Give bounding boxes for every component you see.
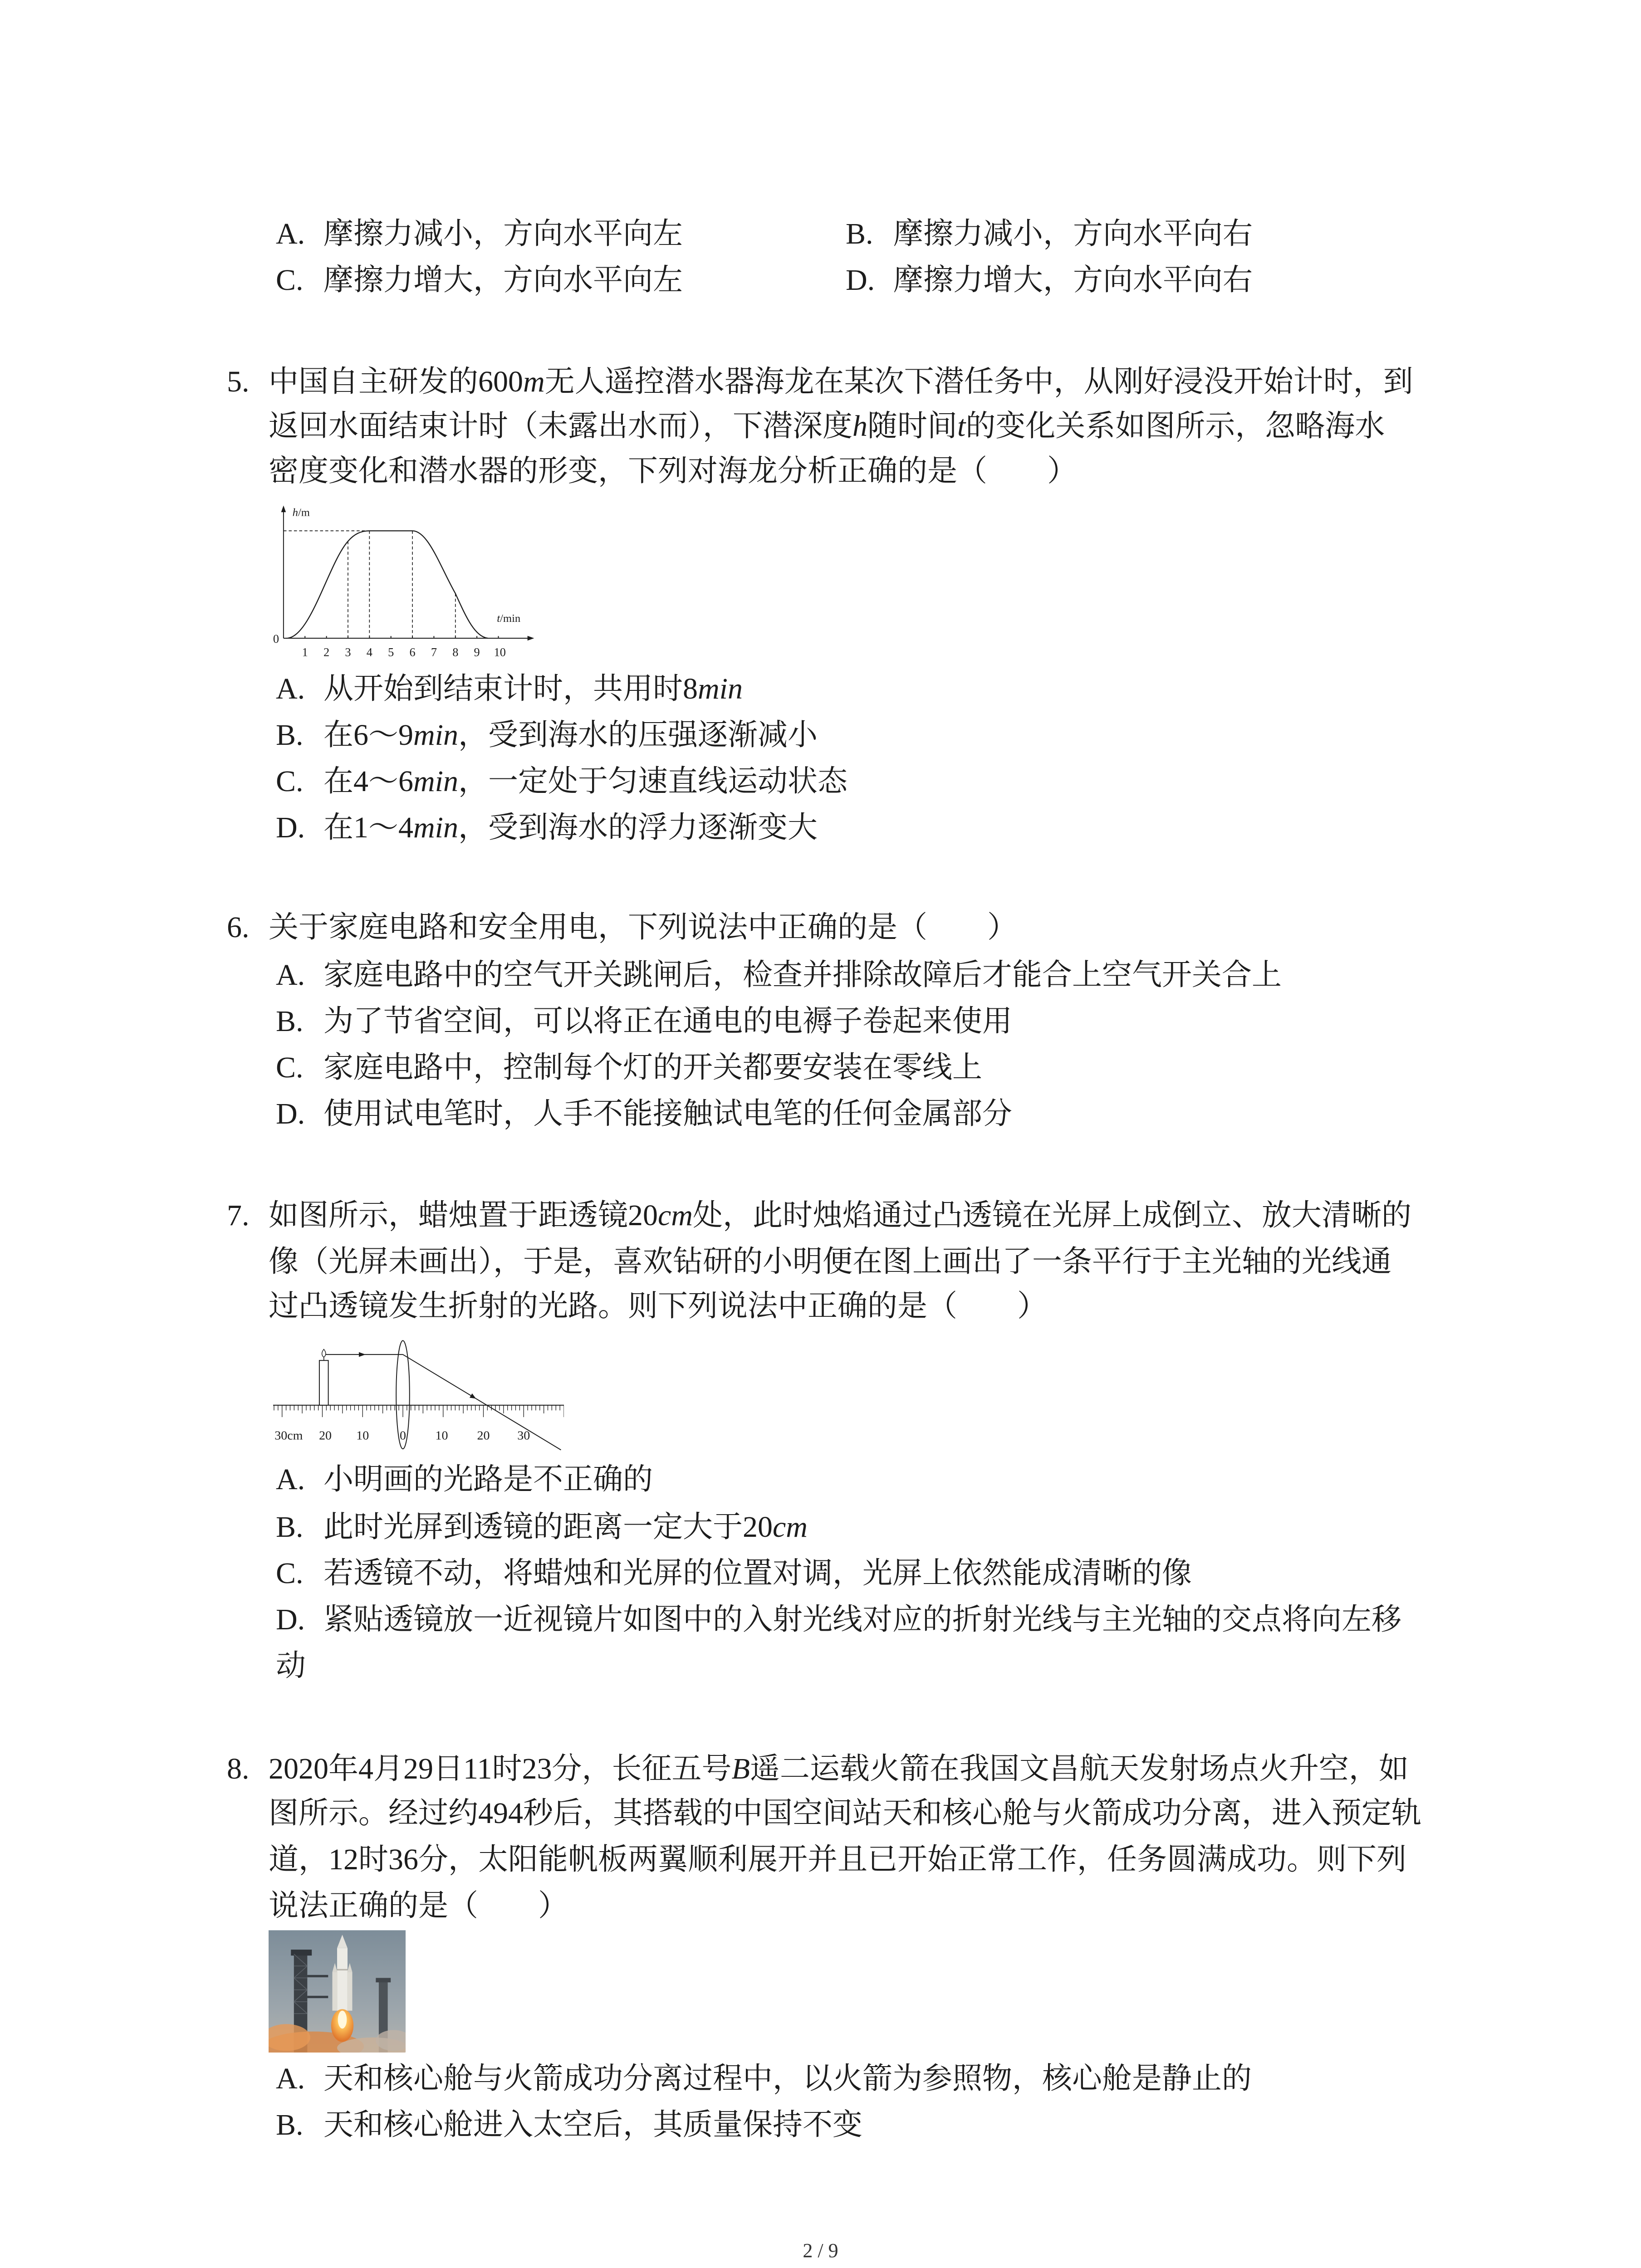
flame-icon: [322, 1349, 326, 1357]
option-text: 紧贴透镜放一近视镜片如图中的入射光线对应的折射光线与主光轴的交点将向左移: [323, 1603, 1401, 1636]
option-text: 从开始到结束计时，共用时8: [323, 672, 698, 705]
candle-body: [319, 1360, 328, 1405]
option-label: B.: [846, 217, 873, 250]
x-tick-labels: [302, 646, 506, 659]
ruler-label: 30: [517, 1428, 530, 1443]
stem-text: 2020年4月29日11时23分，长征五号: [269, 1752, 732, 1785]
option-text: ，受到海水的浮力逐渐变大: [458, 811, 818, 844]
question-number: 6.: [227, 911, 250, 944]
q7-stem-line-2: 像（光屏未画出），于是，喜欢钻研的小明便在图上画出了一条平行于主光轴的光线通: [269, 1245, 1391, 1278]
option-text: 此时光屏到透镜的距离一定大于20: [323, 1510, 773, 1544]
q6-option-b: [276, 999, 1012, 1044]
q5-option-b: [276, 713, 818, 758]
q8-stem-line-1: [227, 1746, 1409, 1792]
x-tick-label: 7: [431, 645, 437, 659]
q5-option-a: [276, 666, 743, 712]
question-number: 7.: [227, 1199, 250, 1232]
x-tick-label: 1: [302, 645, 308, 659]
option-label: C.: [276, 264, 304, 297]
math-unit: min: [413, 719, 458, 752]
q5-option-c: [276, 759, 847, 804]
ruler-label: 20: [319, 1428, 332, 1443]
q7-stem-line-1: [227, 1193, 1411, 1238]
option-text: 为了节省空间，可以将正在通电的电褥子卷起来使用: [323, 1005, 1012, 1038]
math-symbol: t: [957, 410, 966, 443]
x-tick-label: 4: [366, 645, 372, 659]
option-text: 家庭电路中，控制每个灯的开关都要安装在零线上: [323, 1051, 982, 1084]
option-label: A.: [276, 2062, 305, 2095]
refracted-ray-arrow-icon: [470, 1393, 476, 1399]
q7-stem-line-3: 过凸透镜发生折射的光路。则下列说法中正确的是（ ）: [269, 1290, 1047, 1323]
q7-option-a: [276, 1457, 653, 1502]
y-axis-label: h/m: [292, 506, 310, 519]
q7-option-d: [276, 1597, 1401, 1642]
guide-dashed-lines: [284, 531, 456, 638]
option-label: B.: [276, 2108, 304, 2141]
ruler-labels: [274, 1428, 530, 1442]
q5-stem-line-2: [269, 404, 1385, 449]
x-axis-arrow-icon: [528, 636, 534, 641]
option-text: 小明画的光路是不正确的: [323, 1463, 653, 1496]
q6-stem-line-1: [227, 905, 1017, 950]
q8-option-b: [276, 2102, 862, 2148]
math-symbol: h: [852, 410, 867, 443]
q4-option-c: [276, 258, 683, 303]
incident-ray-arrow-icon: [359, 1352, 366, 1357]
option-text: 家庭电路中的空气开关跳闸后，检查并排除故障后才能合上空气开关合上: [323, 958, 1282, 992]
stem-text: 处，此时烛焰通过凸透镜在光屏上成倒立、放大清晰的: [692, 1199, 1411, 1232]
q5-stem-line-3: 密度变化和潜水器的形变，下列对海龙分析正确的是（ ）: [269, 455, 1077, 488]
math-unit: min: [698, 672, 743, 705]
rocket-launch-photo: [269, 1930, 406, 2053]
q8-stem-line-2: 图所示。经过约494秒后，其搭载的中国空间站天和核心舱与火箭成功分离，进入预定轨: [269, 1797, 1421, 1830]
option-text: 在6～9: [323, 719, 413, 752]
q6-option-c: [276, 1045, 982, 1090]
option-text: 摩擦力减小，方向水平向左: [323, 217, 683, 250]
ruler-label: 20: [477, 1428, 490, 1443]
x-tick-label: 2: [323, 645, 330, 659]
depth-time-graph: [269, 504, 537, 664]
flame-core: [338, 2011, 347, 2028]
math-symbol: m: [523, 365, 545, 398]
option-label: D.: [276, 1097, 305, 1130]
option-text: ，受到海水的压强逐渐减小: [458, 719, 818, 752]
option-text: 天和核心舱进入太空后，其质量保持不变: [323, 2108, 862, 2141]
math-symbol: B: [731, 1752, 750, 1785]
ruler-label: 0: [400, 1428, 406, 1443]
stem-text: 无人遥控潜水器海龙在某次下潜任务中，从刚好浸没开始计时，到: [544, 365, 1413, 398]
stem-text: 中国自主研发的600: [269, 365, 523, 398]
ruler-label: 10: [356, 1428, 369, 1443]
y-axis-arrow-icon: [281, 505, 286, 512]
stem-text: 的变化关系如图所示，忽略海水: [965, 410, 1385, 443]
x-tick-label: 8: [452, 645, 459, 659]
option-label: C.: [276, 1557, 304, 1590]
q8-stem-line-4: 说法正确的是（ ）: [269, 1889, 568, 1922]
option-label: B.: [276, 1510, 304, 1544]
option-text: 摩擦力减小，方向水平向右: [893, 217, 1253, 250]
ruler: [273, 1405, 564, 1443]
option-label: C.: [276, 1051, 304, 1084]
option-label: D.: [276, 1603, 305, 1636]
q7-option-d-continuation: 动: [276, 1649, 306, 1682]
option-label: C.: [276, 765, 304, 798]
option-label: B.: [276, 1005, 304, 1038]
x-tick-label: 6: [409, 645, 416, 659]
option-text: 若透镜不动，将蜡烛和光屏的位置对调，光屏上依然能成清晰的像: [323, 1557, 1192, 1590]
stem-text: 遥二运载火箭在我国文昌航天发射场点火升空，如: [749, 1752, 1409, 1785]
ruler-label: 10: [435, 1428, 448, 1443]
x-tick-label: 9: [474, 645, 480, 659]
page-number: 2 / 9: [803, 2239, 838, 2262]
q7-option-b: [276, 1505, 808, 1550]
q6-option-a: [276, 953, 1282, 998]
q4-option-a: [276, 211, 683, 257]
ruler-ticks: [274, 1405, 564, 1417]
lens-optics-figure: [273, 1339, 564, 1452]
stem-text: 如图所示，蜡烛置于距透镜20: [269, 1199, 658, 1232]
option-text: 在4～6: [323, 765, 413, 798]
option-text: 天和核心舱与火箭成功分离过程中，以火箭为参照物，核心舱是静止的: [323, 2062, 1252, 2095]
x-tick-label: 5: [388, 645, 394, 659]
q7-option-c: [276, 1551, 1192, 1596]
option-label: A.: [276, 958, 305, 992]
ruler-label: 30cm: [274, 1428, 303, 1443]
q6-option-d: [276, 1091, 1012, 1137]
q8-stem-line-3: 道，12时36分，太阳能帆板两翼顺利展开并且已开始正常工作，任务圆满成功。则下列: [269, 1843, 1406, 1876]
question-number: 8.: [227, 1752, 250, 1785]
math-unit: cm: [773, 1510, 808, 1544]
option-label: D.: [276, 811, 305, 844]
option-label: A.: [276, 672, 305, 705]
x-tick-label: 3: [345, 645, 351, 659]
q5-stem-line-1: [227, 359, 1413, 405]
math-unit: min: [413, 765, 458, 798]
math-unit: min: [413, 811, 458, 844]
stem-text: 关于家庭电路和安全用电，下列说法中正确的是（ ）: [269, 911, 1017, 944]
option-label: D.: [846, 264, 875, 297]
origin-label: 0: [273, 632, 279, 645]
option-text: 摩擦力增大，方向水平向左: [323, 264, 683, 297]
option-text: 使用试电笔时，人手不能接触试电笔的任何金属部分: [323, 1097, 1012, 1130]
x-axis-label: t/min: [497, 612, 521, 625]
option-text: ，一定处于匀速直线运动状态: [458, 765, 847, 798]
question-number: 5.: [227, 365, 250, 398]
depth-curve: [286, 531, 488, 638]
option-text: 在1～4: [323, 811, 413, 844]
option-label: A.: [276, 1463, 305, 1496]
candle: [319, 1349, 328, 1405]
x-tick-label: 10: [494, 645, 506, 659]
q4-option-d: [846, 258, 1253, 303]
q8-option-a: [276, 2056, 1252, 2102]
stem-text: 随时间: [867, 410, 957, 443]
option-label: B.: [276, 719, 304, 752]
option-text: 摩擦力增大，方向水平向右: [893, 264, 1253, 297]
q5-option-d: [276, 805, 818, 850]
option-label: A.: [276, 217, 305, 250]
stem-text: 返回水面结束计时（未露出水而），下潜深度: [269, 410, 852, 443]
math-unit: cm: [658, 1199, 693, 1232]
q4-option-b: [846, 211, 1253, 257]
